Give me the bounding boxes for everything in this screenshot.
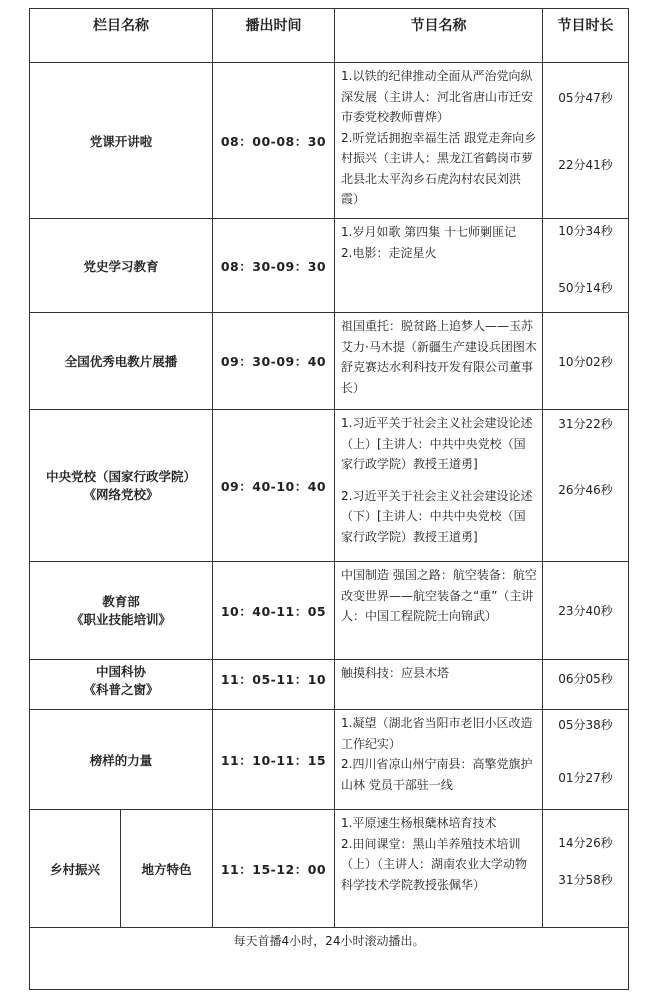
row-programs: [335, 410, 543, 562]
row-durations: [543, 562, 629, 660]
row-column-name: 全国优秀电教片展播: [30, 313, 213, 410]
table-row: [30, 710, 629, 810]
row-durations: [543, 410, 629, 562]
program-item: 2.电影：走淀星火: [341, 245, 437, 260]
program-item: 1.岁月如歌 第四集 十七师剿匪记: [341, 225, 517, 239]
column-name-line: 教育部: [102, 593, 140, 609]
row-time: 09：30-09：40: [213, 313, 335, 410]
duration-item: 23分40秒: [558, 604, 613, 618]
row-time: 08：30-09：30: [213, 219, 335, 313]
table-row: [30, 562, 629, 660]
duration-item: 10分02秒: [558, 354, 613, 369]
program-item: 祖国重托：脱贫路上追梦人——玉苏艾力·马木提（新疆生产建设兵团图木舒克赛达水利科技开发有限公司董事长）: [341, 319, 537, 395]
header-time: 播出时间: [213, 9, 335, 63]
program-item: 2.四川省凉山州宁南县：高擎党旗护山林 党员干部驻一线: [341, 757, 533, 792]
row-column-name: 党史学习教育: [30, 219, 213, 313]
duration-item: 05分38秒: [558, 718, 613, 732]
column-name-line: 《职业技能培训》: [70, 611, 171, 627]
row-column-name: [30, 660, 213, 710]
duration-item: 14分26秒: [558, 836, 613, 850]
program-item: 1.以铁的纪律推动全面从严治党向纵深发展（主讲人：河北省唐山市迁安市委党校教师曹烨）: [341, 69, 534, 124]
program-item: 2.听党话拥抱幸福生活 跟党走奔向乡村振兴（主讲人：黑龙江省鹤岗市萝北县北太平沟乡石虎沟村农民刘洪霞）: [341, 130, 537, 206]
column-name-line: 中央党校（国家行政学院）: [45, 468, 196, 484]
program-item: 中国制造 强国之路：航空装备：航空改变世界——航空装备之“重”（主讲人：中国工程院院士向锦武）: [341, 568, 537, 623]
row-time: 09：40-10：40: [213, 410, 335, 562]
column-name-line: 中国科协: [95, 664, 146, 679]
program-item: 1.平原速生杨根蘖林培育技术: [341, 816, 497, 830]
duration-item: 01分27秒: [558, 771, 613, 785]
row-programs: [335, 219, 543, 313]
header-row: [30, 9, 629, 63]
duration-item: 31分58秒: [558, 873, 613, 887]
footer-note: 每天首播4小时，24小时滚动播出。: [30, 928, 629, 990]
row-durations: [543, 810, 629, 928]
header-column: 栏目名称: [30, 9, 213, 63]
row-time: 10：40-11：05: [213, 562, 335, 660]
row-column-name: [30, 410, 213, 562]
row-durations: [543, 313, 629, 410]
row-column-name: [30, 562, 213, 660]
duration-item: 06分05秒: [558, 672, 613, 686]
row-column-name: 乡村振兴: [30, 810, 121, 928]
table-row: [30, 313, 629, 410]
schedule-table: [29, 8, 629, 990]
row-durations: [543, 660, 629, 710]
duration-item: 31分22秒: [558, 417, 613, 431]
program-item: 2.田间课堂：黑山羊养殖技术培训（上）（主讲人：湖南农业大学动物科学技术学院教授张佩华）: [341, 836, 528, 892]
duration-item: 05分47秒: [558, 91, 613, 105]
row-programs: [335, 660, 543, 710]
duration-item: 10分34秒: [558, 224, 613, 238]
row-time: 11：15-12：00: [213, 810, 335, 928]
footer-row: [30, 928, 629, 990]
duration-item: 22分41秒: [558, 158, 613, 172]
header-program: 节目名称: [335, 9, 543, 63]
duration-item: 26分46秒: [558, 483, 613, 497]
row-programs: [335, 810, 543, 928]
row-programs: [335, 63, 543, 219]
column-name-line: 《网络党校》: [83, 486, 159, 502]
table-row: [30, 63, 629, 219]
table-row: [30, 219, 629, 313]
row-column-name: 榜样的力量: [30, 710, 213, 810]
duration-item: 50分14秒: [558, 281, 613, 295]
column-name-line: 《科普之窗》: [83, 682, 159, 697]
row-subcolumn-name: 地方特色: [121, 810, 213, 928]
program-item: 2.习近平关于社会主义社会建设论述（下）[主讲人：中共中央党校（国家行政学院）教授王道勇]: [341, 488, 533, 544]
row-time: 11：10-11：15: [213, 710, 335, 810]
table-row: [30, 810, 629, 928]
row-time: 08：00-08：30: [213, 63, 335, 219]
row-programs: [335, 710, 543, 810]
row-durations: [543, 710, 629, 810]
row-durations: [543, 63, 629, 219]
table-row: [30, 660, 629, 710]
table-row: [30, 410, 629, 562]
program-item: 触摸科技：应县木塔: [341, 666, 450, 680]
program-item: 1.凝望（湖北省当阳市老旧小区改造工作纪实）: [341, 716, 533, 751]
row-programs: [335, 313, 543, 410]
row-column-name: 党课开讲啦: [30, 63, 213, 219]
row-durations: [543, 219, 629, 313]
header-duration: 节目时长: [543, 9, 629, 63]
row-time: 11：05-11：10: [213, 660, 335, 710]
row-programs: [335, 562, 543, 660]
program-item: 1.习近平关于社会主义社会建设论述（上）[主讲人：中共中央党校（国家行政学院）教授王道勇]: [341, 416, 533, 471]
